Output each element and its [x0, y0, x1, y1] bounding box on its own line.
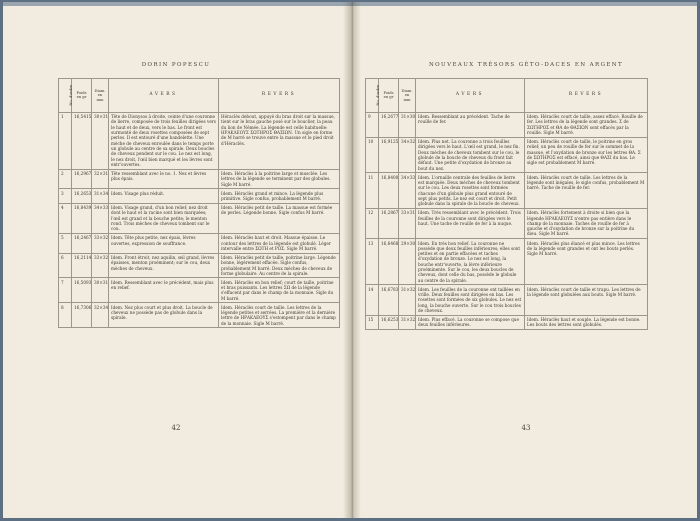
coin-diameter: 33×32 — [92, 253, 109, 278]
table-row — [366, 239, 648, 285]
row-number: 14 — [366, 285, 379, 315]
coin-diameter: 31×32 — [399, 315, 416, 329]
header-revers: REVERS — [219, 79, 340, 113]
revers-description: Idem. Héraclès haut et droit. Massue épaisse. Le contour des lettres de la légende est globulé. Léger intervalle entre ΣΩΤΗ et ΡΟΣ. Sigle M barré. — [219, 233, 340, 253]
catalogue-table — [365, 78, 648, 330]
revers-description: Idem. Héraclès court de taille et trapu. Les lettres de la légende sont globulées aux bouts. Sigle M barré. — [525, 285, 648, 315]
coin-diameter: 29×30 — [399, 239, 416, 285]
avers-description: Idem. Ressemblant avec le précédent, mais plus en relief. — [109, 278, 219, 303]
avers-description: Tête ressemblant avec le no. 1. Nez et lèvres plus épais. — [109, 169, 219, 189]
avers-description: Idem. Visage grand, d'un bon relief; nez droit dont le haut et la racine sont bien marquées; l'œil est grand et la bouche petite; le menton rond. Trois mèches de cheveux tombent sur le cou. — [109, 203, 219, 233]
revers-description: Héraclès debout, appuyé du bras droit sur la massue, tient sur le bras gauche posé sur le bouclier, la peau du lion de Némée. La légende est celle habituelle: ΗΡΑΚΛΕΟΥΣ ΣΩΤΗΡΟΣ ΘΑΣΙΩΝ. Un sigle en forme de M barré se trouve entre la massue et le pied droit d'Héraclès. — [219, 112, 340, 169]
coin-weight: 16,2677 — [379, 112, 399, 137]
row-number: 1 — [59, 112, 72, 169]
revers-description: Idem. Héraclès petit de taille, poitrine large. Légende bonne, légèrement effacée. Sigle confus, probablement M barré. Deux mèches de cheveux de forme globulaire. Au centre de la spirale. — [219, 253, 340, 278]
row-number: 4 — [59, 203, 72, 233]
row-number: 5 — [59, 233, 72, 253]
coin-weight: 16,8439 — [72, 203, 92, 233]
avers-description: Idem. Nez plus court et plus droit. La boucle de cheveux ne possède pas de globule dans la spirale. — [109, 303, 219, 328]
table-row — [366, 315, 648, 329]
table-row — [366, 173, 648, 209]
coin-diameter: 31×32 — [399, 285, 416, 315]
avers-description: Idem. Très ressemblant avec le précédent. Trois feuilles de la couronne sont dirigées vers le haut. Une tache de rouille de fer à la nuque. — [416, 208, 525, 238]
avers-description: Idem. Plus effacé. La couronne se compose que deux feuilles inférieures. — [416, 315, 525, 329]
coin-diameter: 31×34 — [92, 189, 109, 203]
row-number: 3 — [59, 189, 72, 203]
coin-diameter: 31×30 — [399, 112, 416, 137]
page-number: 43 — [521, 424, 531, 432]
table-row — [59, 203, 340, 233]
table-row — [59, 233, 340, 253]
coin-diameter: 32×34 — [92, 303, 109, 328]
catalogue-table — [58, 78, 340, 328]
row-number: 13 — [366, 239, 379, 285]
revers-description: Idem. Héraclès fortement à droite si bien que la légende ΗΡΑΚΛΕΟΥΣ n'entre pas entière dans le champ de la monnaie. Taches de rouille de fer à gauche et d'oxydation de bronze sur la poitrine du dieu. Sigle M barré. — [525, 208, 648, 238]
coin-weight: 16,2967 — [72, 169, 92, 189]
left-page — [3, 2, 349, 518]
coin-diameter: 32×31 — [92, 169, 109, 189]
revers-description: Idem. Héraclès court de taille, le poitrine en gros relief; un peu de rouille de fer sur le sommet de la massue, et l'oxydation de bronze sur les lettres ΘΑ. Σ de ΣΩΤΗΡΟΣ est effacé, ainsi que ΘΑΣΙ du bas. Le sigle est probablement M barré. — [525, 137, 648, 173]
row-number: 6 — [59, 253, 72, 278]
table-header-row — [366, 79, 648, 113]
coin-diameter: 34×33 — [399, 173, 416, 209]
table-row — [59, 278, 340, 303]
row-number: 10 — [366, 137, 379, 173]
row-number: 9 — [366, 112, 379, 137]
coin-weight: 16,2467 — [72, 233, 92, 253]
revers-description: Idem. Héraclès haut et souple. La légende est bonne. Les bouts des lettres sont globulés. — [525, 315, 648, 329]
header-no: No. d'ordre — [59, 79, 72, 113]
revers-description: Idem. Héraclès plus élancé et plus mince. Les lettres de la légende sont grandes et ont les bouts perlés. Sigle M barré. — [525, 239, 648, 285]
header-diam: Diam. en mm — [92, 79, 109, 113]
table-row — [366, 137, 648, 173]
avers-description: Idem. Visage plus réduit. — [109, 189, 219, 203]
revers-description: Idem. Héraclès à la poitrine large et musclée. Les lettres de la légende se terminent par des globules. Sigle M barré. — [219, 169, 340, 189]
table-row — [366, 112, 648, 137]
table-header-row — [59, 79, 340, 113]
header-avers: AVERS — [416, 79, 525, 113]
coin-diameter: 30×31 — [92, 112, 109, 169]
coin-diameter: 33×32 — [92, 233, 109, 253]
row-number: 2 — [59, 169, 72, 189]
row-number: 7 — [59, 278, 72, 303]
coin-weight: 16,9125 — [379, 137, 399, 173]
revers-description: Idem. Héraclès court de taille. Les lettres de la légende sont inégales, le sigle confus, probablement M barré. Tache de rouille de fer. — [525, 173, 648, 209]
avers-description: Idem. L'ornaille centrale des feuilles de lierre est marquée. Deux mèches de cheveux tombent sur le cou. Les deux rosettes sont formées chacune d'un globule plus grand entouré de sept plus petits. Le nez est court et droit. Petit globule dans la spirale de la boucle de cheveux. — [416, 173, 525, 209]
coin-weight: 16,8400 — [379, 173, 399, 209]
header-avers: AVERS — [109, 79, 219, 113]
table-body — [366, 112, 648, 329]
coin-weight: 16,6783 — [379, 285, 399, 315]
coin-weight: 16,5093 — [72, 278, 92, 303]
avers-description: Idem. Tête plus petite, nez épais, lèvres ouvertes, expression de souffrance. — [109, 233, 219, 253]
header-revers: REVERS — [525, 79, 648, 113]
running-head: DORIN POPESCU — [141, 62, 211, 68]
coin-weight: 16,2867 — [379, 208, 399, 238]
table-row — [59, 303, 340, 328]
row-number: 15 — [366, 315, 379, 329]
revers-description: Idem. Héraclès petit de taille. La massue est formée de perles. Légende bonne. Sigle confus M barré. — [219, 203, 340, 233]
coin-diameter: 34×32 — [399, 137, 416, 173]
avers-description: Idem. Ressemblant au précédent. Tache de rouille de fer. — [416, 112, 525, 137]
revers-description: Idem. Héraclès court de taille, assez effacé. Rouille de fer. Les lettres de la légende sont grandes. Σ de ΣΩΤΗΡΟΣ et ΘΑ de ΘΑΣΙΩΝ sont effacés par la rouille. Sigle M barré. — [525, 112, 648, 137]
coin-weight: 16,7306 — [72, 303, 92, 328]
coin-weight: 16,2114 — [72, 253, 92, 278]
header-weight: Poids en gr — [379, 79, 399, 113]
table-row — [59, 189, 340, 203]
table-row — [59, 253, 340, 278]
table-body — [59, 112, 340, 328]
coin-diameter: 30×31 — [92, 278, 109, 303]
coin-weight: 16,2653 — [72, 189, 92, 203]
coin-weight: 16,6468 — [379, 239, 399, 285]
right-page — [355, 2, 697, 518]
revers-description: Idem. Héraclès grand et mince. La légende plus primitive. Sigle confus, probablement M barré. — [219, 189, 340, 203]
coin-diameter: 33×31 — [399, 208, 416, 238]
header-diam: Diam. en mm — [399, 79, 416, 113]
row-number: 12 — [366, 208, 379, 238]
coin-weight: 16,5415 — [72, 112, 92, 169]
table-row — [366, 208, 648, 238]
header-no: No. d'ordre — [366, 79, 379, 113]
table-row — [366, 285, 648, 315]
coin-diameter: 34×33 — [92, 203, 109, 233]
avers-description: Idem. En très bon relief. La couronne ne possède que deux feuilles inférieures; elles sont petites et en partie effacées et taches d'oxydation de bronze. Le nez est long, la bouche entr'ouverte, la lèvre inférieure proéminente. Sur le cou, les deux boucles de cheveux, dont celle du bas, possède le globule au centre de la spirale. — [416, 239, 525, 285]
coin-weight: 16,6253 — [379, 315, 399, 329]
revers-description: Idem. Héraclès court de taille. Les lettres de la légende petites et serrées. La première et la dernière lettre de ΗΡΑΚΛΕΟΥΣ s'estompent par dans le champ de la monnaie. Sigle M barré. — [219, 303, 340, 328]
table-row — [59, 112, 340, 169]
header-weight: Poids en gr — [72, 79, 92, 113]
avers-description: Idem. Plus net. La couronne a trois feuilles dirigées vers le haut. L'œil est grand, le nez fin. Deux mèches de cheveux tombent sur le cou, le globule de la boucle de cheveux du front fait défaut. Une petite d'oxydation de bronze au bout du nez. — [416, 137, 525, 173]
page-number: 42 — [171, 424, 181, 432]
avers-description: Idem. Les feuilles de la couronne ont taillées en vrille. Deux feuilles sont dirigées en bas. Les rosettes sont formées de six globules. Le nez est long, la bouche ouverte. Sur le cou trois boucles de cheveux. — [416, 285, 525, 315]
book-spread — [3, 2, 697, 518]
table-row — [59, 169, 340, 189]
revers-description: Idem. Héraclès en bon relief; court de taille, poitrine et bras puissants. Les lettres ΣΩ de la légende s'effacent par dans le champ de la monnaie. Sigle du M barré. — [219, 278, 340, 303]
avers-description: Idem. Front étroit, nez aquilin, œil grand, lèvres épaisses, menton proéminent; sur le cou, deux mèches de cheveux. — [109, 253, 219, 278]
row-number: 8 — [59, 303, 72, 328]
row-number: 11 — [366, 173, 379, 209]
running-head: NOUVEAUX TRÉSORS GÉTO-DACES EN ARGENT — [428, 62, 624, 68]
avers-description: Tête de Dionysos à droite, ceinte d'une couronne de lierre, composée de trois feuilles dirigées vers le haut et de deux, vers le bas. Le front est surmonté de deux rosettes composées de sept perles. Il est entouré d'une bandelette. Une mèche de cheveux enroulée dans le temps porte un globule au centre de sa spirale. Deux boucles de cheveux pendent sur le cou. Le nez est long, le nez droit, l'œil bien marqué et les lèvres sont entr'ouvertes. — [109, 112, 219, 169]
